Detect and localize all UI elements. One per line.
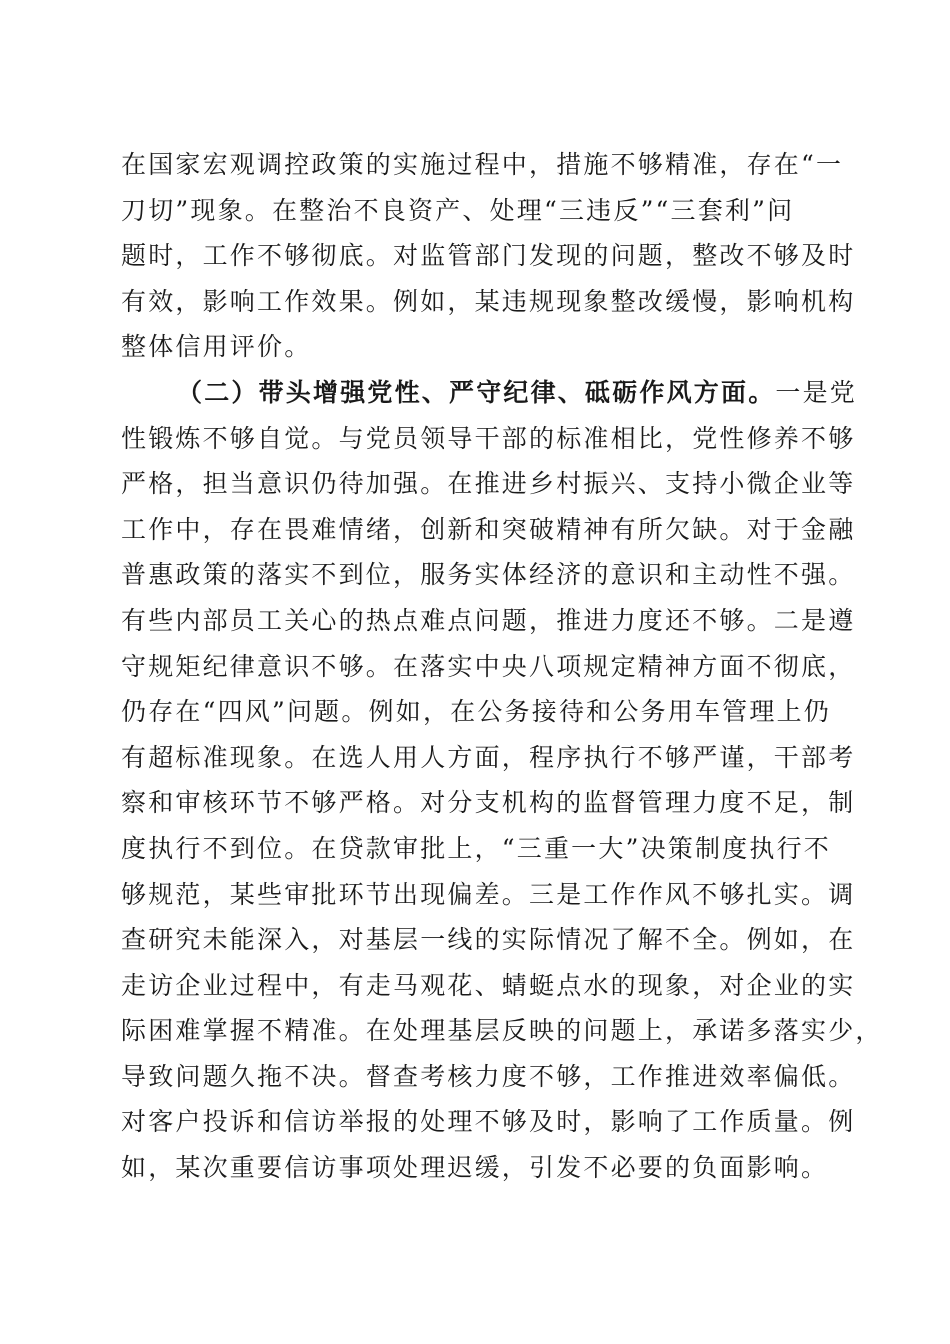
text-line: 刀切”现象。在整治不良资产、处理“三违反”“三套利”问 <box>121 195 795 225</box>
text-line: 工作中，存在畏难情绪，创新和突破精神有所欠缺。对于金融 <box>121 514 856 544</box>
text-line: 严格，担当意识仍待加强。在推进乡村振兴、支持小微企业等 <box>121 469 856 499</box>
text-line: 性锻炼不够自觉。与党员领导干部的标准相比，党性修养不够 <box>121 423 856 453</box>
text-line: 在国家宏观调控政策的实施过程中，措施不够精准，存在“一 <box>121 150 844 179</box>
text-line: 普惠政策的落实不到位，服务实体经济的意识和主动性不强。 <box>121 560 856 590</box>
text-line: 有效，影响工作效果。例如，某违规现象整改缓慢，影响机构 <box>121 286 856 316</box>
text-line: 有些内部员工关心的热点难点问题，推进力度还不够。二是遵 <box>121 605 856 635</box>
text-line: 度执行不到位。在贷款审批上，“三重一大”决策制度执行不 <box>121 833 831 863</box>
paragraph-1 <box>121 142 856 370</box>
text-line: 导致问题久拖不决。督查考核力度不够，工作推进效率偏低。 <box>121 1061 856 1091</box>
text-line: 如，某次重要信访事项处理迟缓，引发不必要的负面影响。 <box>121 1153 829 1183</box>
text-line: 走访企业过程中，有走马观花、蜻蜓点水的现象，对企业的实 <box>121 970 856 1000</box>
text-line: 仍存在“四风”问题。例如，在公务接待和公务用车管理上仍 <box>121 697 831 727</box>
text-line: 够规范，某些审批环节出现偏差。三是工作作风不够扎实。调 <box>121 879 856 909</box>
text-line: 查研究未能深入，对基层一线的实际情况了解不全。例如，在 <box>121 925 856 955</box>
text-line: 际困难掌握不精准。在处理基层反映的问题上，承诺多落实少， <box>121 1016 883 1046</box>
text-line: 有超标准现象。在选人用人方面，程序执行不够严谨，干部考 <box>121 742 856 772</box>
section-heading: （二）带头增强党性、严守纪律、砥砺作风方面。 <box>177 377 776 407</box>
text-line-first <box>121 370 858 416</box>
text-line: 守规矩纪律意识不够。在落实中央八项规定精神方面不彻底， <box>121 651 856 681</box>
text-line: 题时，工作不够彻底。对监管部门发现的问题，整改不够及时 <box>121 241 856 271</box>
heading-trailing-text: 一是党 <box>775 377 858 407</box>
text-line: 察和审核环节不够严格。对分支机构的监督管理力度不足，制 <box>121 788 856 818</box>
text-line: 对客户投诉和信访举报的处理不够及时，影响了工作质量。例 <box>121 1107 856 1137</box>
document-body <box>121 142 883 1191</box>
text-line: 整体信用评价。 <box>121 332 312 362</box>
paragraph-2 <box>121 370 883 1191</box>
